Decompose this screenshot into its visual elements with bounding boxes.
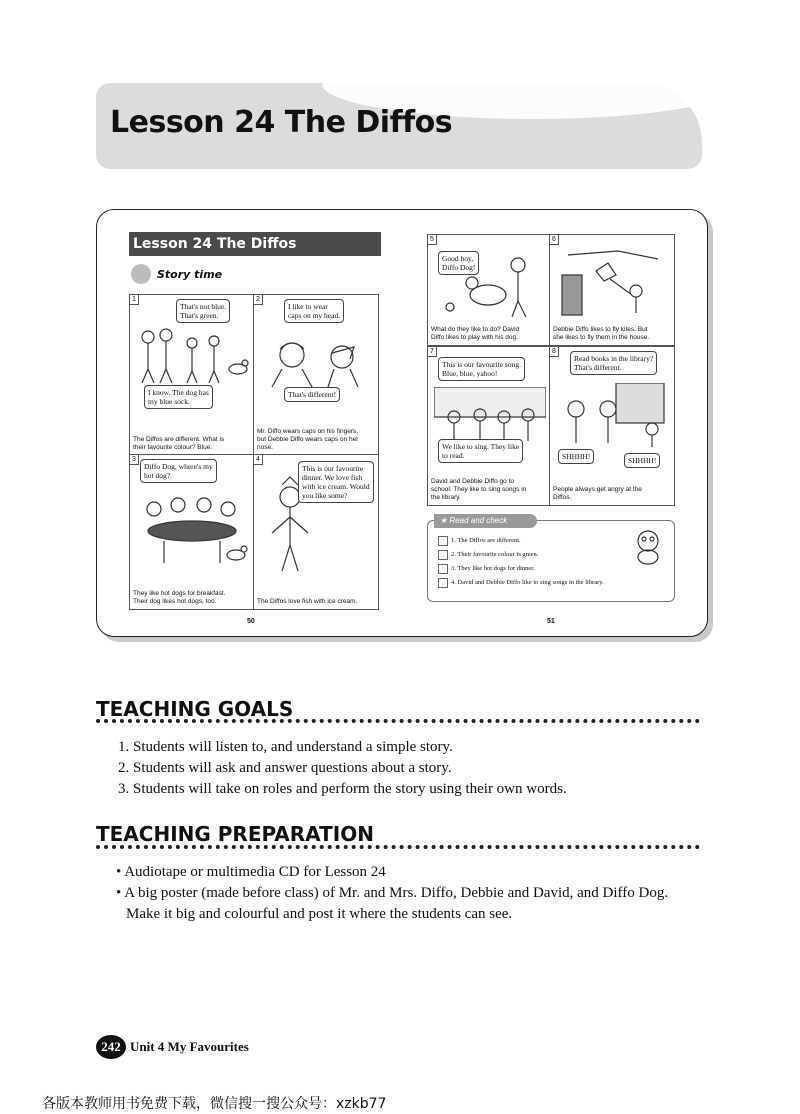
unit-label: Unit 4 My Favourites: [130, 1039, 249, 1054]
page-title: Lesson 24 The Diffos: [110, 105, 453, 140]
panel-caption: What do they like to do? David Diffo likes to play with his dog.: [431, 326, 520, 341]
page-number-badge: 242: [96, 1035, 126, 1059]
right-page: [427, 232, 679, 625]
textbook-spread-image: [96, 209, 708, 637]
story-time-icon: [131, 264, 151, 284]
check-item: 1. The Diffos are different.: [438, 534, 604, 548]
comic-panel-2: 2 I like to wear caps on my head. That's different! Mr. Diffo wears caps on his fingers, but Debbie Diffo wears caps on her nose.: [253, 294, 379, 456]
checkbox: [438, 536, 448, 546]
read-and-check-box: [427, 516, 675, 602]
comic-panel-3: 3 Diffo Dog, where's my hot dog? They like hot dogs for breakfast. Their dog likes hot dogs, too.: [129, 454, 255, 610]
list-item: 1. Students will listen to, and understand a simple story.: [118, 739, 453, 755]
comic-panel-7: 7 This is our favourite song. Blue, blue, yahoo! We like to sing. They like to read. David and Debbie Diffo go to school. They like to sing songs in the library.: [427, 346, 551, 506]
panel-caption: David and Debbie Diffo go to school. They like to sing songs in the library.: [431, 478, 527, 501]
comic-panel-5: 5 Good boy, Diffo Dog! What do they like to do? David Diffo likes to play with his dog.: [427, 234, 551, 346]
dotted-divider: [96, 845, 700, 849]
checkbox: [438, 578, 448, 588]
read-and-check-list: [438, 534, 604, 590]
check-item: 3. They like hot dogs for dinner.: [438, 562, 604, 576]
list-item: • Audiotape or multimedia CD for Lesson 24: [116, 862, 704, 883]
panel-caption: They like hot dogs for breakfast. Their dog likes hot dogs, too.: [133, 590, 226, 605]
speech-bubble: Read books in the library? That's different.: [570, 351, 657, 375]
teaching-preparation-heading: TEACHING PREPARATION: [96, 822, 374, 846]
family-walking-illustration: [134, 325, 250, 385]
page-number: 50: [247, 618, 255, 625]
read-and-check-heading: ★ Read and check: [434, 514, 537, 528]
breakfast-table-illustration: [134, 491, 250, 567]
checkbox: [438, 550, 448, 560]
library-singing-illustration: [434, 387, 546, 443]
list-item: • A big poster (made before class) of Mr. and Mrs. Diffo, Debbie and David, and Diffo Dog. Make it big and colourful and post it where the students can see.: [116, 883, 704, 925]
speech-bubble: SHHHH!: [624, 453, 660, 468]
caps-illustration: [262, 329, 372, 389]
comic-panel-1: 1 That's not blue. That's green. I know. The dog has my blue sock. The Diffos are different. What is their favourite colour? Blue.: [129, 294, 255, 456]
lesson-bar: Lesson 24 The Diffos: [129, 232, 381, 256]
comic-panel-8: 8 Read books in the library? That's different. SHHHH! SHHHH! People always get angry at the Diffos.: [549, 346, 675, 506]
panel-caption: People always get angry at the Diffos.: [553, 486, 642, 501]
page-footer: [96, 1035, 249, 1059]
dotted-divider: [96, 719, 700, 723]
panel-caption: The Diffos are different. What is their favourite colour? Blue.: [133, 436, 225, 451]
left-page: [129, 232, 381, 625]
owl-teacher-illustration: [628, 525, 668, 565]
story-time-label: Story time: [131, 262, 222, 286]
panel-caption: Debbie Diffo likes to fly kites. But she likes to fly them in the house.: [553, 326, 650, 341]
speech-bubble: This is our favourite song. Blue, blue, yahoo!: [438, 357, 525, 381]
checkbox: [438, 564, 448, 574]
speech-bubble: We like to sing. They like to read.: [438, 439, 523, 463]
speech-bubble: Diffo Dog, where's my hot dog?: [140, 459, 217, 483]
speech-bubble: SHHHH!: [558, 449, 594, 464]
teaching-goals-list: [118, 737, 567, 800]
list-item: 3. Students will take on roles and perform the story using their own words.: [118, 781, 567, 797]
panel-caption: The Diffos love fish with ice cream.: [257, 598, 358, 605]
speech-bubble: I know. The dog has my blue sock.: [144, 385, 213, 409]
title-banner: [96, 83, 702, 169]
list-item: 2. Students will ask and answer questions about a story.: [118, 760, 452, 776]
page-number: 51: [547, 618, 555, 625]
check-item: 2. Their favourite colour is green.: [438, 548, 604, 562]
speech-bubble: Good boy, Diffo Dog!: [438, 251, 479, 275]
panel-caption: Mr. Diffo wears caps on his fingers, but Debbie Diffo wears caps on her nose.: [257, 428, 359, 451]
speech-bubble: I like to wear caps on my head.: [284, 299, 344, 323]
download-note: 各版本教师用书免费下载，微信搜一搜公众号：xzkb77: [42, 1096, 387, 1112]
speech-bubble: This is our favourite dinner. We love fish with ice cream. Would you like some?: [298, 461, 374, 503]
angry-librarians-illustration: [556, 383, 668, 447]
comic-panel-6: 6 Debbie Diffo likes to fly kites. But she likes to fly them in the house.: [549, 234, 675, 346]
comic-panel-4: 4 This is our favourite dinner. We love fish with ice cream. Would you like some? The Diffos love fish with ice cream.: [253, 454, 379, 610]
check-item: 4. David and Debbie Diffo like to sing songs in the library.: [438, 576, 604, 590]
speech-bubble: That's different!: [284, 387, 340, 402]
teaching-goals-heading: TEACHING GOALS: [96, 697, 294, 721]
kite-in-house-illustration: [558, 245, 668, 317]
teaching-preparation-list: [116, 862, 704, 925]
speech-bubble: That's not blue. That's green.: [176, 299, 230, 323]
